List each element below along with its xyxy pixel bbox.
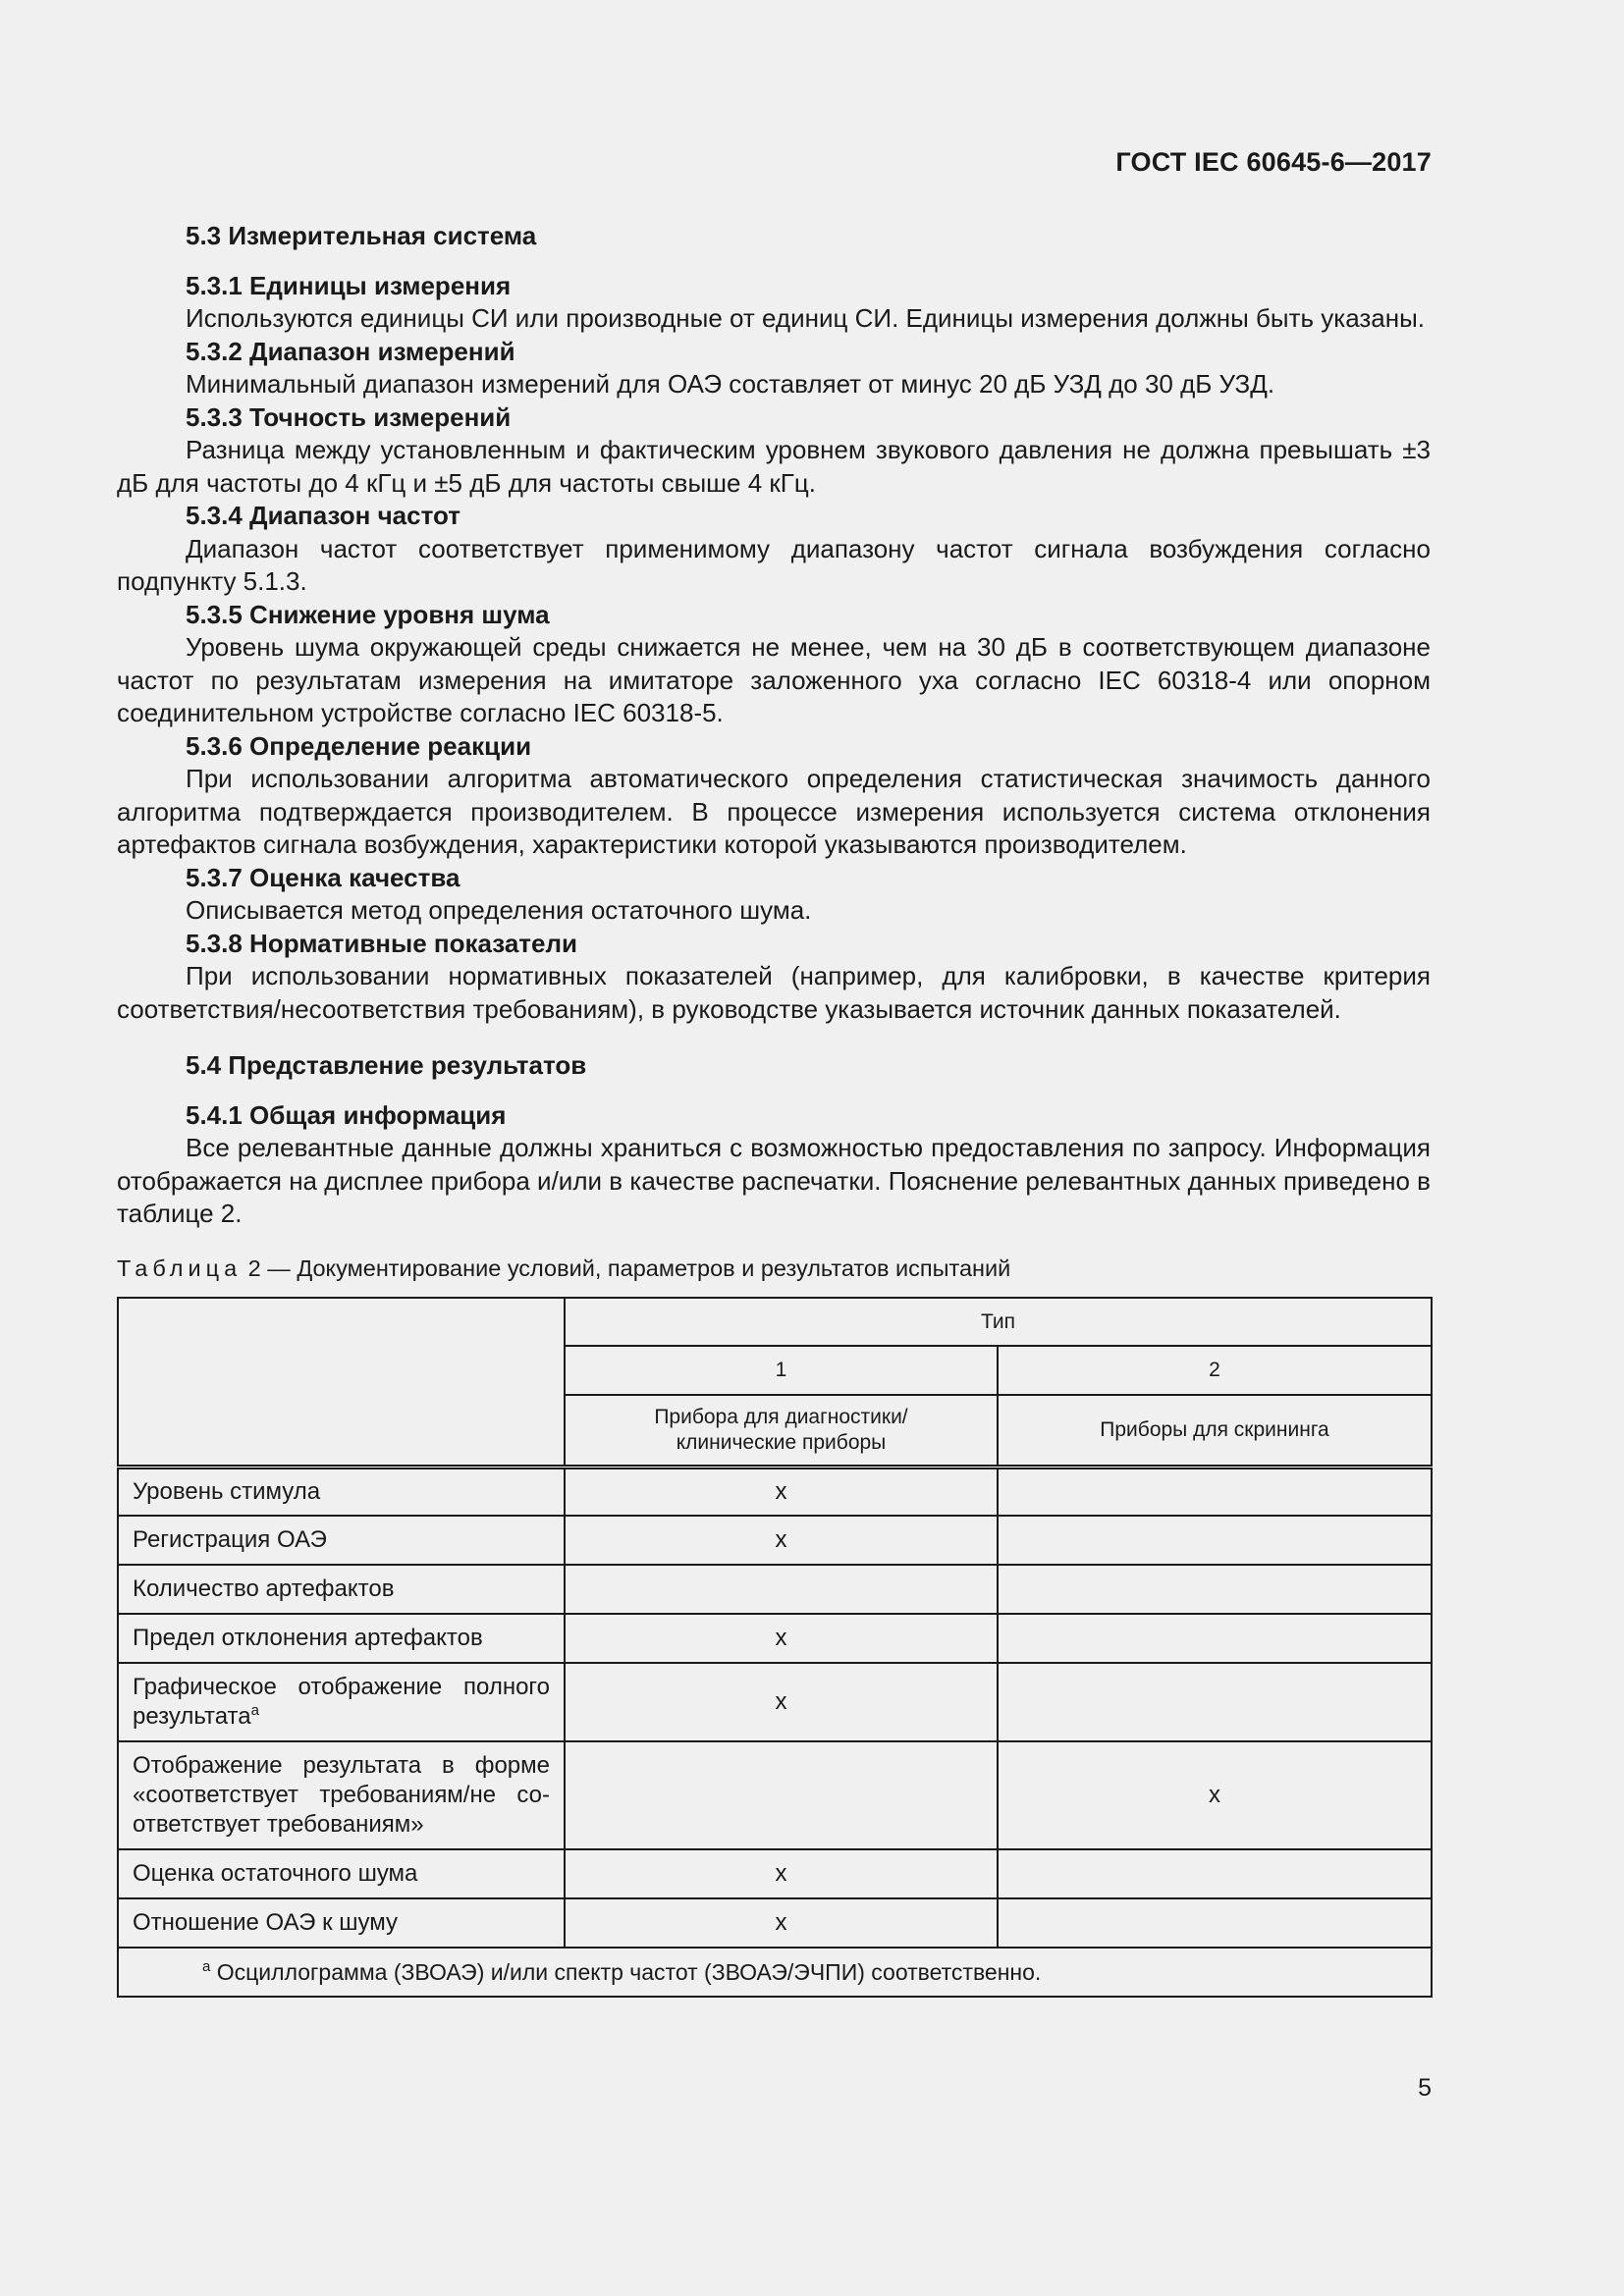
row-label: Оценка остаточного шума [118, 1849, 565, 1898]
table-row [118, 1663, 1432, 1741]
table-caption-label: Таблица [117, 1255, 243, 1281]
subsection-5-3-5-text: Уровень шума окружающей среды снижается не менее, чем на 30 дБ в соответствующем диапазоне частот по результатам измерения на имитаторе заложенного уха согласно IEC 60318-4 или опорном соединительном устройстве согласно IEC 60318-5. [117, 632, 1431, 727]
footnote-mark: a [202, 1958, 211, 1975]
subsection-5-3-1-title: 5.3.1 Единицы измерения [186, 270, 512, 300]
table-row [118, 1516, 1432, 1565]
row-col2-mark [998, 1663, 1432, 1741]
table-row [118, 1565, 1432, 1614]
document-code: ГОСТ IEC 60645-6—2017 [1115, 147, 1432, 177]
footnote-text: Осциллограмма (ЗВОАЭ) и/или спектр частот (ЗВОАЭ/ЭЧПИ) соответственно. [210, 1959, 1042, 1985]
row-col1-mark: x [565, 1849, 998, 1898]
subsection-5-3-5-title: 5.3.5 Снижение уровня шума [186, 599, 550, 629]
page-number: 5 [1418, 2074, 1432, 2102]
row-col1-mark: x [565, 1516, 998, 1565]
section-5-3-title: 5.3 Измерительная система [186, 221, 537, 250]
subsection-5-3-7-text: Описывается метод определения остаточного шума. [186, 895, 812, 925]
row-label: Отображение результата в форме «соответствует требованиям/не соответствует требованиям» [118, 1741, 565, 1849]
row-col1-mark: x [565, 1467, 998, 1516]
subsection-5-3-2-text: Минимальный диапазон измерений для ОАЭ составляет от минус 20 дБ УЗД до 30 дБ УЗД. [186, 369, 1275, 399]
table-corner-cell [118, 1298, 565, 1467]
row-label: Отношение ОАЭ к шуму [118, 1898, 565, 1948]
row-label: Уровень стимула [118, 1467, 565, 1516]
row-col1-mark: x [565, 1614, 998, 1663]
row-col2-mark [998, 1898, 1432, 1948]
table-type-header: Тип [565, 1298, 1432, 1346]
row-col2-mark [998, 1565, 1432, 1614]
row-col2-mark [998, 1614, 1432, 1663]
page-content [117, 220, 1431, 1998]
results-table [117, 1297, 1433, 1998]
row-col2-mark [998, 1467, 1432, 1516]
table-row [118, 1898, 1432, 1948]
subsection-5-4-1-title: 5.4.1 Общая информация [186, 1099, 507, 1130]
subsection-5-3-7-title: 5.3.7 Оценка качества [186, 862, 460, 892]
table-col1-number: 1 [565, 1346, 998, 1395]
row-col2-mark [998, 1516, 1432, 1565]
table-col2-name: Приборы для скрининга [998, 1395, 1432, 1467]
subsection-5-3-6-text: При использовании алгоритма автоматического определения статистическая значимость данного алгоритма подтверждается производителем. В процессе измерения используется система отклонения артефактов сигнала возбуждения, характеристики которой указываются производителем. [117, 764, 1431, 859]
row-label [118, 1663, 565, 1741]
footnote-ref: a [250, 1702, 259, 1719]
subsection-5-3-4-title: 5.3.4 Диапазон частот [186, 501, 460, 530]
row-col2-mark: x [998, 1741, 1432, 1849]
table-row [118, 1614, 1432, 1663]
row-label-text: Графическое отображение полного результата [133, 1674, 550, 1730]
row-col1-mark [565, 1741, 998, 1849]
table-col1-name: Прибора для диагностики/ клинические приборы [565, 1395, 998, 1467]
subsection-5-4-1-text: Все релевантные данные должны храниться с возможностью предоставления по запросу. Информация отображается на дисплее прибора и/или в качестве распечатки. Пояснение релевантных данных приведено в таблице 2. [117, 1133, 1431, 1228]
subsection-5-3-2-title: 5.3.2 Диапазон измерений [186, 336, 515, 366]
row-label: Регистрация ОАЭ [118, 1516, 565, 1565]
subsection-5-3-3-title: 5.3.3 Точность измерений [186, 401, 512, 432]
subsection-5-3-1-text: Используются единицы СИ или производные от единиц СИ. Единицы измерения должны быть указаны. [186, 303, 1426, 333]
table-row [118, 1741, 1432, 1849]
row-col2-mark [998, 1849, 1432, 1898]
table-row [118, 1467, 1432, 1516]
subsection-5-3-8-title: 5.3.8 Нормативные показатели [186, 928, 578, 958]
table-row [118, 1849, 1432, 1898]
row-label: Предел отклонения артефактов [118, 1614, 565, 1663]
subsection-5-3-6-title: 5.3.6 Определение реакции [186, 730, 532, 761]
subsection-5-3-8-text: При использовании нормативных показателей (например, для калибровки, в качестве критерия соответствия/несоответствия требованиям), в руководстве указывается источник данных показателей. [117, 961, 1431, 1024]
row-col1-mark: x [565, 1898, 998, 1948]
table-caption [117, 1253, 1431, 1286]
subsection-5-3-4-text: Диапазон частот соответствует применимому диапазону частот сигнала возбуждения согласно подпункту 5.1.3. [117, 533, 1431, 596]
row-label: Количество артефактов [118, 1565, 565, 1614]
table-col2-number: 2 [998, 1346, 1432, 1395]
subsection-5-3-3-text: Разница между установленным и фактическим уровнем звукового давления не должна превышать ±3 дБ для частоты до 4 кГц и ±5 дБ для частоты свыше 4 кГц. [117, 435, 1431, 498]
table-footnote-row [118, 1948, 1432, 1997]
table-footnote [118, 1948, 1432, 1997]
table-caption-text: 2 — Документирование условий, параметров и результатов испытаний [242, 1255, 1011, 1281]
row-col1-mark: x [565, 1663, 998, 1741]
section-5-4-title: 5.4 Представление результатов [186, 1050, 587, 1080]
row-col1-mark [565, 1565, 998, 1614]
